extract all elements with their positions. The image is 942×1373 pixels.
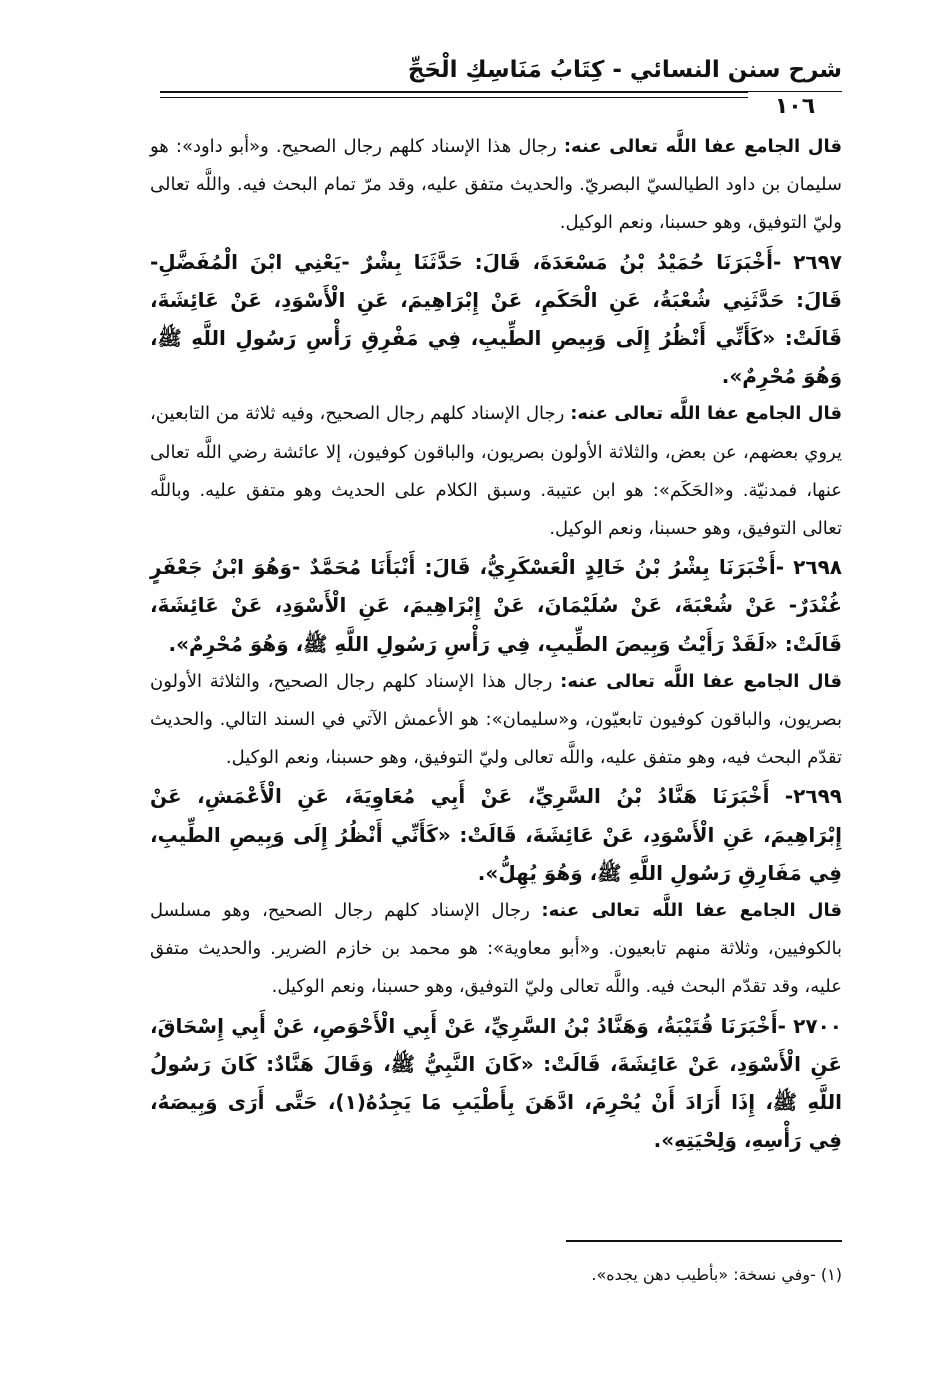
hadith-2699: ٢٦٩٩- أَخْبَرَنَا هَنَّادُ بْنُ السَّرِيِّ، عَنْ أَبِي مُعَاوِيَةَ، عَنِ الْأَعْمَشِ، عَنْ إِبْرَاهِيمَ، عَنِ الْأَسْوَدِ، عَنْ عَائِشَةَ، قَالَتْ: «كَأَنِّي أَنْظُرُ إِلَى وَبِيصِ الطِّيبِ، فِي مَفَارِقِ رَسُولِ اللَّهِ ﷺ، وَهُوَ يُهِلُّ». bbox=[150, 784, 842, 885]
hadith-2697: ٢٦٩٧ -أَخْبَرَنَا حُمَيْدُ بْنُ مَسْعَدَةَ، قَالَ: حَدَّثَنَا بِشْرٌ -يَعْنِي ابْنَ الْمُفَضَّلِ- قَالَ: حَدَّثَنِي شُعْبَةُ، عَنِ الْحَكَمِ، عَنْ إِبْرَاهِيمَ، عَنِ الْأَسْوَدِ، عَنْ عَائِشَةَ، قَالَتْ: «كَأَنِّي أَنْظُرُ إِلَى وَبِيصِ الطِّيبِ، فِي مَفْرِقِ رَأْسِ رَسُولِ اللَّهِ ﷺ، وَهُوَ مُحْرِمٌ». bbox=[150, 249, 842, 389]
commentary-lead: قال الجامع عفا اللَّه تعالى عنه: bbox=[541, 900, 842, 922]
commentary-text: رجال الإسناد كلهم رجال الصحيح، وفيه ثلاثة من التابعين، يروي بعضهم، عن بعض، والثلاثة الأولون بصريون، والباقون كوفيون، إلا عائشة رضي اللَّه تعالى عنها، فمدنيّة. و«الحَكَم»: هو ابن عتيبة. وسبق الكلام على الحديث وهو متفق عليه. وباللَّه تعالى التوفيق، وهو حسبنا، ونعم الوكيل. bbox=[150, 403, 842, 540]
commentary-lead: قال الجامع عفا اللَّه تعالى عنه: bbox=[563, 136, 842, 157]
hadith-2698: ٢٦٩٨ -أَخْبَرَنَا بِشْرُ بْنُ خَالِدٍ الْعَسْكَرِيُّ، قَالَ: أَنْبَأَنَا مُحَمَّدٌ -وَهُوَ ابْنُ جَعْفَرٍ غُنْدَرٌ- عَنْ شُعْبَةَ، عَنْ سُلَيْمَانَ، عَنْ إِبْرَاهِيمَ، عَنِ الْأَسْوَدِ، عَنْ عَائِشَةَ، قَالَتْ: «لَقَدْ رَأَيْتُ وَبِيصَ الطِّيبِ، فِي رَأْسِ رَسُولِ اللَّهِ ﷺ، وَهُوَ مُحْرِمٌ». bbox=[150, 555, 842, 656]
commentary-paragraph bbox=[150, 395, 842, 548]
commentary-lead: قال الجامع عفا اللَّه تعالى عنه: bbox=[570, 403, 842, 425]
running-title: شرح سنن النسائي - كِتَابُ مَنَاسِكِ الْحَجِّ bbox=[407, 57, 842, 83]
footnote: (١) -وفي نسخة: «بأطيب دهن يجده». bbox=[591, 1265, 842, 1284]
commentary-paragraph bbox=[150, 128, 842, 243]
hadith-2700: ٢٧٠٠ -أَخْبَرَنَا قُتَيْبَةُ، وَهَنَّادُ بْنُ السَّرِيِّ، عَنْ أَبِي الْأَحْوَصِ، عَنْ أَبِي إِسْحَاقَ، عَنِ الْأَسْوَدِ، عَنْ عَائِشَةَ، قَالَتْ: «كَانَ النَّبِيُّ ﷺ، وَقَالَ هَنَّادٌ: كَانَ رَسُولُ اللَّهِ ﷺ، إِذَا أَرَادَ أَنْ يُحْرِمَ، ادَّهَنَ بِأَطْيَبِ مَا يَجِدُهُ(١)، حَتَّى أَرَى وَبِيصَهُ، فِي رَأْسِهِ، وَلِحْيَتِهِ». bbox=[150, 1013, 842, 1153]
commentary-paragraph bbox=[150, 892, 842, 1007]
commentary-paragraph bbox=[150, 663, 842, 778]
page-header bbox=[160, 50, 842, 92]
commentary-text: رجال هذا الإسناد كلهم رجال الصحيح. و«أبو داود»: هو سليمان بن داود الطيالسيّ البصريّ. والحديث متفق عليه، وقد مرّ تمام البحث فيه. واللَّه تعالى وليّ التوفيق، وهو حسبنا، ونعم الوكيل. bbox=[150, 136, 842, 234]
header-rule bbox=[160, 91, 842, 98]
footnote-separator bbox=[566, 1240, 842, 1242]
page-number: ١٠٦ bbox=[748, 92, 842, 122]
commentary-lead: قال الجامع عفا اللَّه تعالى عنه: bbox=[560, 670, 842, 692]
commentary-text: رجال هذا الإسناد كلهم رجال الصحيح، والثلاثة الأولون بصريون، والباقون كوفيون تابعيّون، و«سليمان»: هو الأعمش الآتي في السند التالي. والحديث تقدّم البحث فيه، وهو متفق عليه، واللَّه تعالى وليّ التوفيق، وهو حسبنا، ونعم الوكيل. bbox=[150, 670, 842, 769]
commentary-text: رجال الإسناد كلهم رجال الصحيح، وهو مسلسل بالكوفيين، وثلاثة منهم تابعيون. و«أبو معاوية»: هو محمد بن خازم الضرير. والحديث متفق عليه، وقد تقدّم البحث فيه. واللَّه تعالى وليّ التوفيق، وهو حسبنا، ونعم الوكيل. bbox=[150, 900, 842, 998]
page-body bbox=[150, 128, 842, 1159]
